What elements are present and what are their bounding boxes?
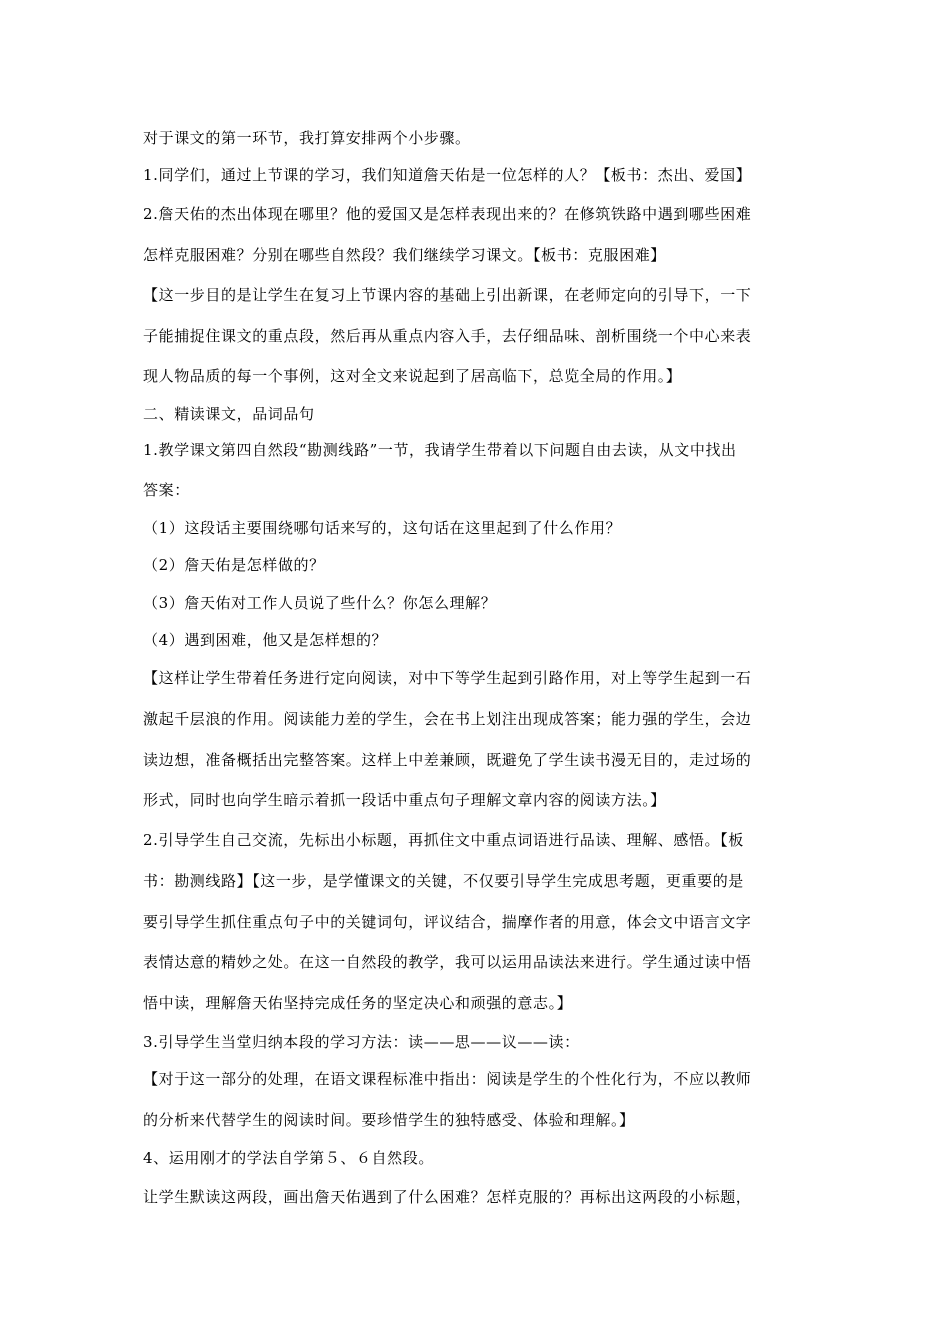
question-item: （1）这段话主要围绕哪句话来写的，这句话在这里起到了什么作用？ xyxy=(143,519,622,537)
text-line: 的分析来代替学生的阅读时间。要珍惜学生的独特感受、体验和理解。】 xyxy=(143,1111,635,1129)
text-line: 形式，同时也向学生暗示着抓一段话中重点句子理解文章内容的阅读方法。】 xyxy=(143,791,666,809)
question-item: （2）詹天佑是怎样做的？ xyxy=(143,556,325,574)
text-line: 答案： xyxy=(143,481,190,499)
text-line: 1.教学课文第四自然段“勘测线路”一节，我请学生带着以下问题自由去读，从文中找出 xyxy=(143,441,737,459)
text-line: 4、运用刚才的学法自学第５、６自然段。 xyxy=(143,1149,434,1167)
text-line: 现人物品质的每一个事例，这对全文来说起到了居高临下，总览全局的作用。】 xyxy=(143,367,682,385)
text-line: 1.同学们，通过上节课的学习，我们知道詹天佑是一位怎样的人？【板书：杰出、爱国】 xyxy=(143,166,752,184)
text-line: 【对于这一部分的处理，在语文课程标准中指出：阅读是学生的个性化行为，不应以教师 xyxy=(143,1070,752,1088)
text-line: 读边想，准备概括出完整答案。这样上中差兼顾，既避免了学生读书漫无目的，走过场的 xyxy=(143,751,752,769)
text-line: 表情达意的精妙之处。在这一自然段的教学，我可以运用品读法来进行。学生通过读中悟 xyxy=(143,953,752,971)
text-line: 激起千层浪的作用。阅读能力差的学生，会在书上划注出现成答案；能力强的学生，会边 xyxy=(143,710,752,728)
text-line: 3.引导学生当堂归纳本段的学习方法：读——思——议——读： xyxy=(143,1033,580,1051)
text-line: 子能捕捉住课文的重点段，然后再从重点内容入手，去仔细品味、剖析围绕一个中心来表 xyxy=(143,327,752,345)
text-line: 让学生默读这两段，画出詹天佑遇到了什么困难？怎样克服的？再标出这两段的小标题， xyxy=(143,1188,752,1206)
text-line: 书：勘测线路】【这一步，是学懂课文的关键，不仅要引导学生完成思考题，更重要的是 xyxy=(143,872,744,890)
text-line: 2.引导学生自己交流，先标出小标题，再抓住文中重点词语进行品读、理解、感悟。【板 xyxy=(143,831,744,849)
text-line: 【这样让学生带着任务进行定向阅读，对中下等学生起到引路作用，对上等学生起到一石 xyxy=(143,669,752,687)
text-line: 对于课文的第一环节，我打算安排两个小步骤。 xyxy=(143,129,471,147)
text-line: 悟中读，理解詹天佑坚持完成任务的坚定决心和顽强的意志。】 xyxy=(143,994,573,1012)
section-heading: 二、精读课文，品词品句 xyxy=(143,405,315,423)
question-item: （3）詹天佑对工作人员说了些什么？你怎么理解？ xyxy=(143,594,497,612)
question-item: （4）遇到困难，他又是怎样想的？ xyxy=(143,631,388,649)
text-line: 怎样克服困难？分别在哪些自然段？我们继续学习课文。【板书：克服困难】 xyxy=(143,246,666,264)
text-line: 要引导学生抓住重点句子中的关键词句，评议结合，揣摩作者的用意，体会文中语言文字 xyxy=(143,913,752,931)
text-line: 【这一步目的是让学生在复习上节课内容的基础上引出新课，在老师定向的引导下，一下 xyxy=(143,286,752,304)
text-line: 2.詹天佑的杰出体现在哪里？他的爱国又是怎样表现出来的？在修筑铁路中遇到哪些困难 xyxy=(143,205,752,223)
